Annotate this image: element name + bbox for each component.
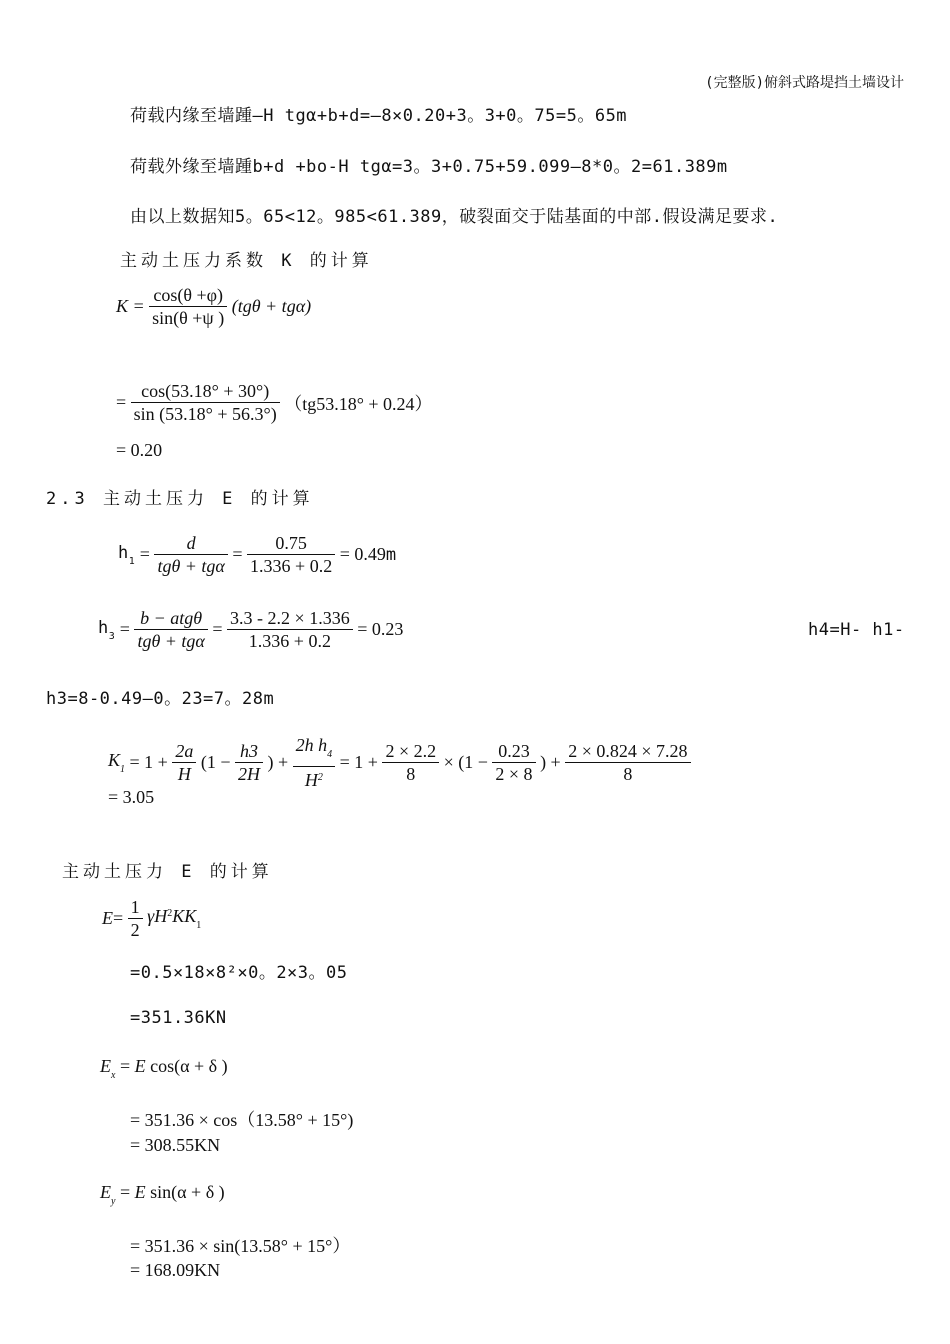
ey-definition-formula: $E_y = E$ sin(α + δ ) (100, 1182, 225, 1207)
h3-formula: $h_3$ = $\frac{\text{b − atgθ}}{\text{tgθ + tgα}}$ = $\frac{3.3 - 2.2 \times 1.336}{1.336 + 0.2}$ = 0.23 (98, 608, 404, 651)
h3-value-line: h3=8-0.49—0。23=7。28m (46, 689, 275, 709)
e-calc-line-2: =351.36KN (130, 1008, 227, 1028)
h1-formula: $h_1$ = $\frac{d}{\text{tgθ + tgα}}$ = $\frac{0.75}{1.336 + 0.2}$ = 0.49m (118, 533, 397, 576)
ex-definition-formula: $E_x = E$ cos(α + δ ) (100, 1056, 228, 1081)
e-definition-formula: E= $\frac{1}{2}$ $\gamma H^2KK_1$ (102, 897, 202, 940)
ex-calc-line: = 351.36 × cos（13.58° + 15°) (130, 1110, 354, 1130)
k1-result: = 3.05 (108, 787, 155, 807)
h4-line: h4=H- h1- (808, 620, 905, 640)
k-definition-formula: K = $\frac{\cos(\theta +\varphi)}{\sin(\theta +\psi )}$ (tgθ + tgα) (116, 285, 312, 328)
ey-result: = 168.09KN (130, 1260, 221, 1280)
k-result: = 0.20 (116, 440, 163, 460)
k-value-formula: = $\frac{\cos(53.18^\circ + 30^\circ)}{\sin (53.18^\circ + 56.3^\circ)}$ （tg53.18° + 0.24） (116, 381, 433, 424)
e-calc-line-1: =0.5×18×8²×0。2×3。05 (130, 963, 348, 983)
load-inner-edge-line: 荷载内缘至墙踵—H tgα+b+d=—8×0.20+3。3+0。75=5。65m (130, 106, 628, 126)
e-heading: 主动土压力 E 的计算 (62, 862, 273, 882)
ex-result: = 308.55KN (130, 1135, 221, 1155)
k1-formula: $K_1 = 1$ + $\frac{2a}{H}$ (1 − $\frac{h3}{2H}$ ) + $\frac{2h h_4}{H^2}$ = 1 + $\frac{2 \times 2.2}{8}$ × (1 − $\frac{0.23}{2 \times 8}$ ) + $\frac{2 \times 0.824 \times 7.28}{8}$ (108, 734, 691, 791)
section-2-3-heading: 2.3 主动土压力 E 的计算 (46, 489, 314, 509)
k-heading: 主动土压力系数 K 的计算 (120, 251, 373, 271)
load-outer-edge-line: 荷载外缘至墙踵b+d +bo-H tgα=3。3+0.75+59.099—8*0。2=61.389m (130, 157, 728, 177)
document-header: (完整版)俯斜式路堤挡土墙设计 (705, 75, 904, 91)
ey-calc-line: = 351.36 × sin(13.58° + 15°） (130, 1236, 351, 1256)
conclusion-line: 由以上数据知5。65<12。985<61.389，破裂面交于陆基面的中部.假设满足要求. (130, 207, 779, 227)
